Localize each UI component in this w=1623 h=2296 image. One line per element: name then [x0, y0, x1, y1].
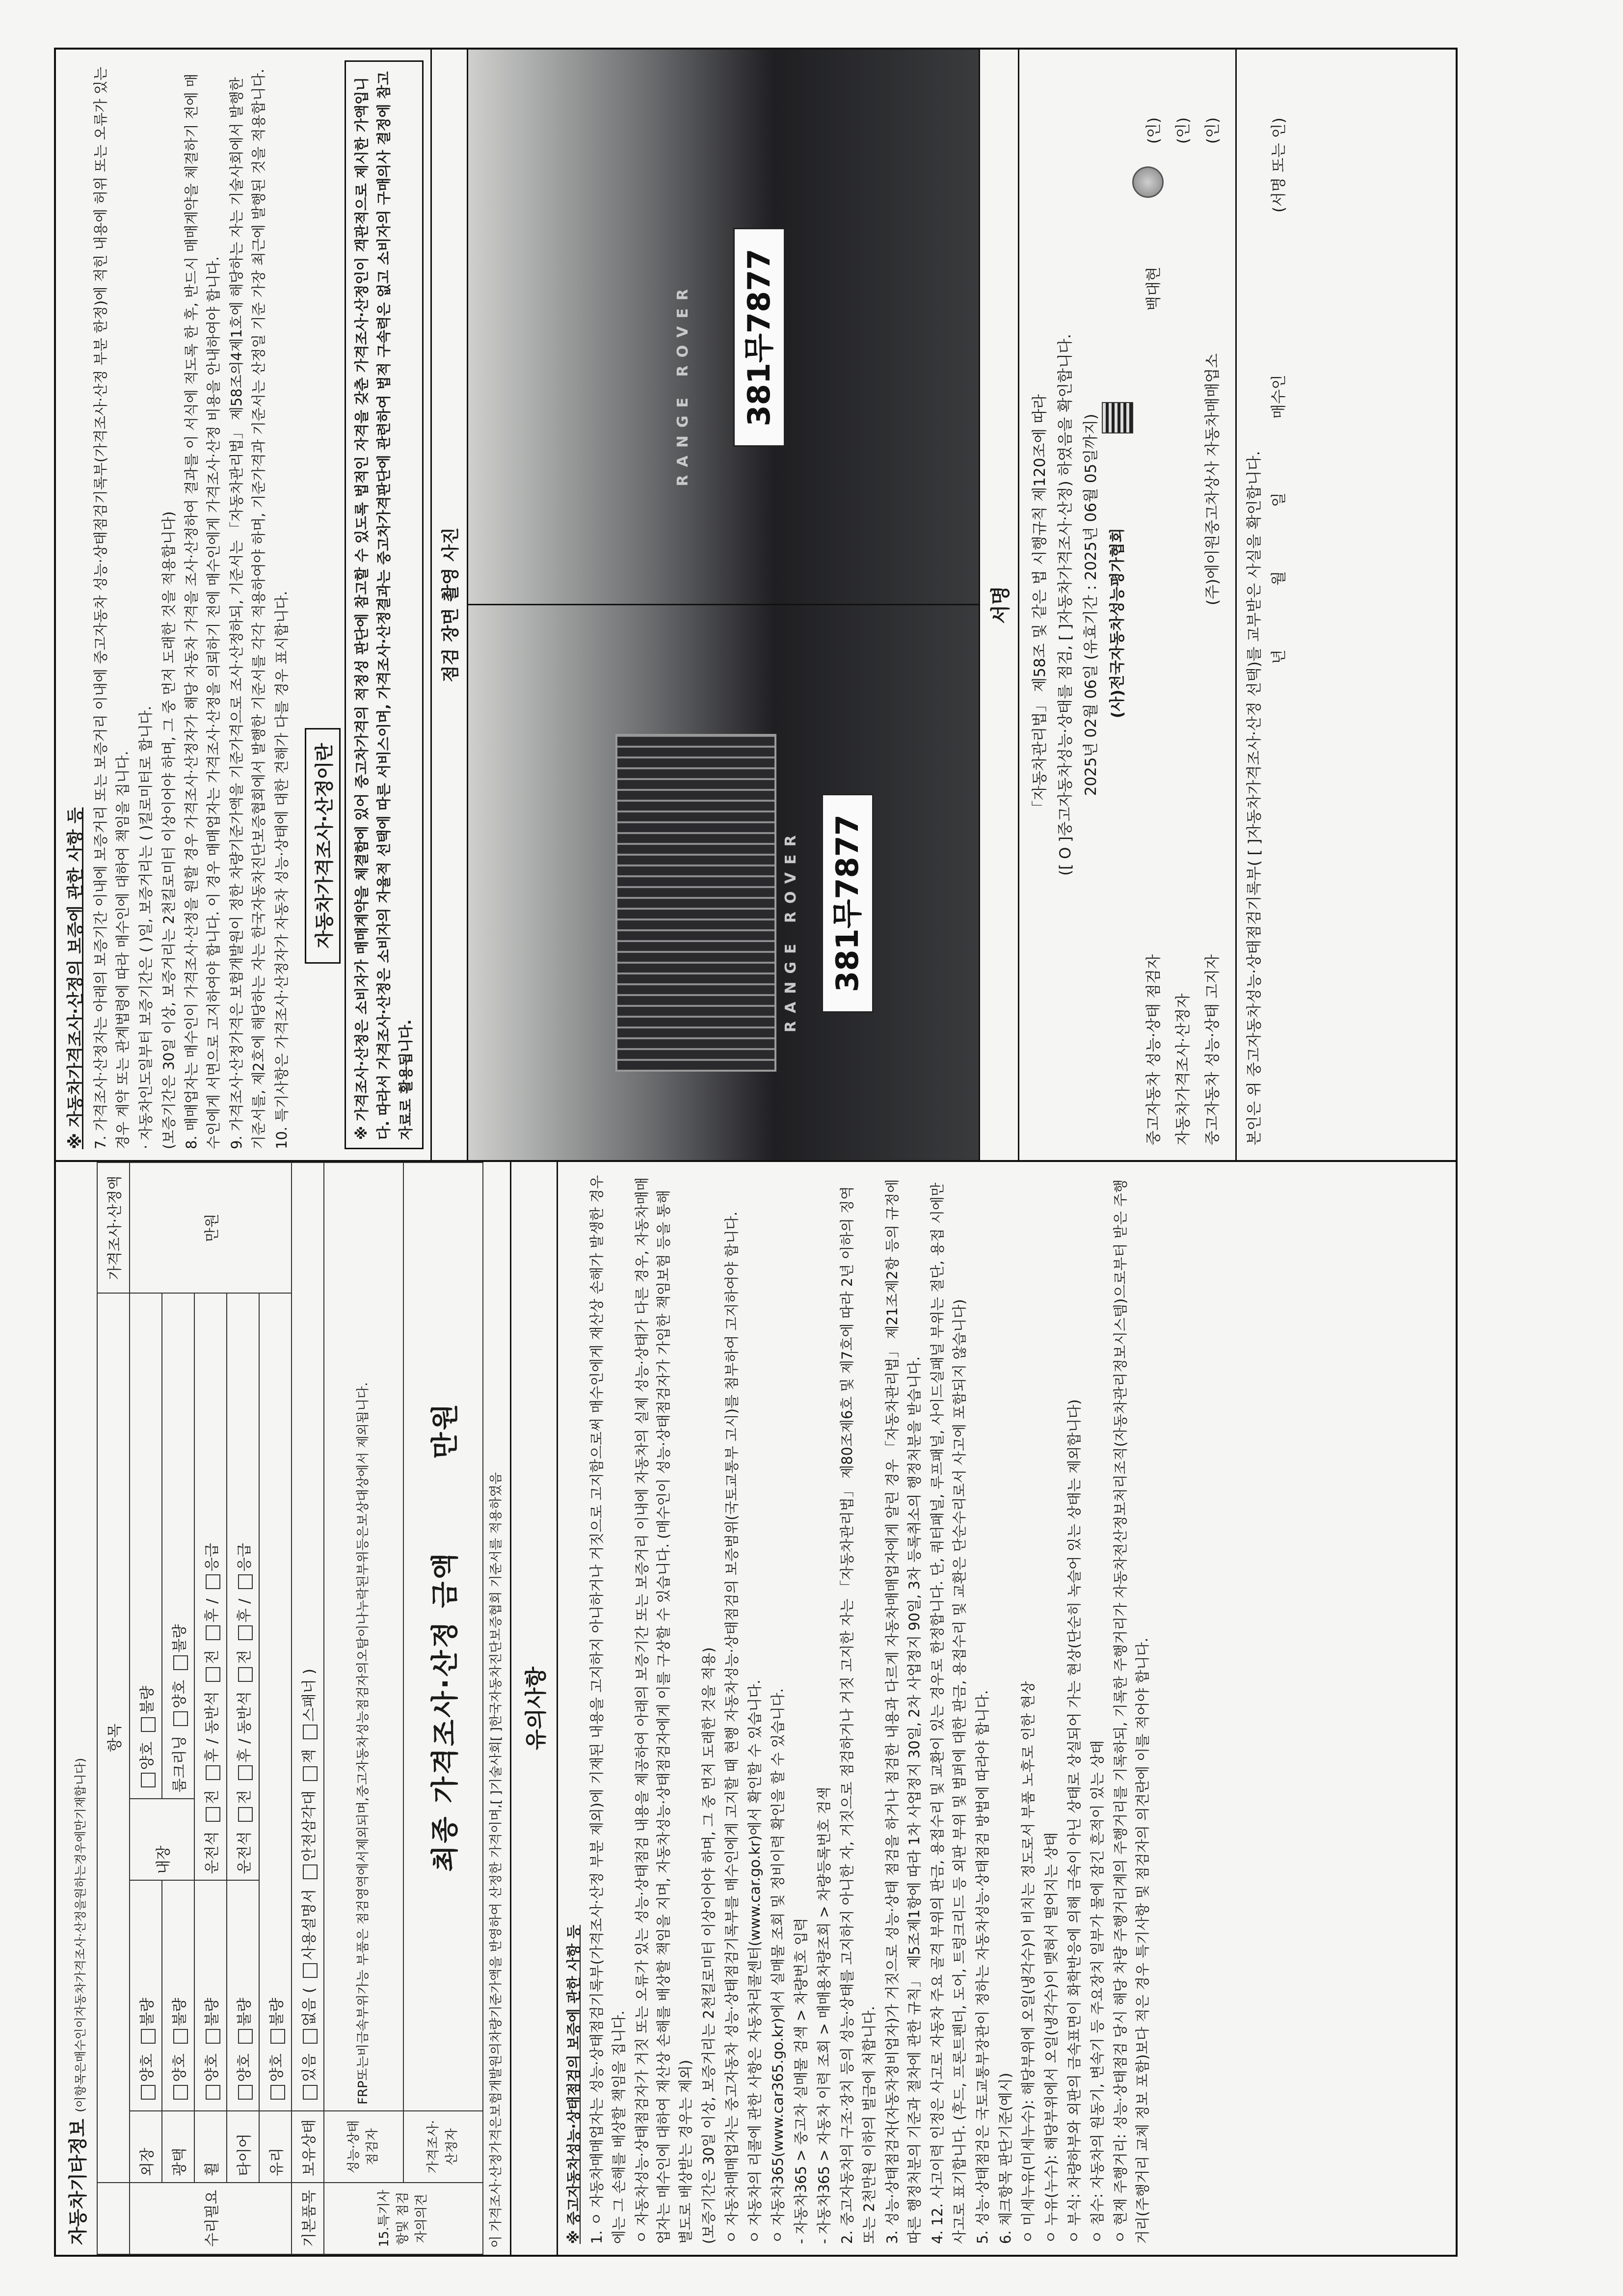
front-label: 전: [236, 1649, 253, 1664]
warranty-item: - 자동차365 > 중고차 실매물 검색 > 차량번호 입력: [793, 1918, 810, 2244]
sign-row-inspector: [1142, 64, 1167, 1145]
front-label: 전: [236, 1790, 253, 1804]
wheel-checks: [194, 1880, 227, 2111]
price-definition-text: ※ 가격조사·산정은 소비자가 매매계약을 체결함에 있어 중고차가격의 적정성 판단에 참고할 수 있도록 법적인 자격을 갖춘 가격조사·산정인이 객관적으로 제시한 가액입니다. 따라서 가격조사·산정은 소비자의 자율적 선택에 따른 서비스이며, 가격조사·산정결과는 중고차가격판단에 관련하여 법적 구속력은 없고 소비자의 구매의사 결정에 참고자료로 활용됩니다.: [345, 60, 424, 1149]
role-price: 자동차가격조사·산정자: [1174, 993, 1192, 1145]
warranty-heading: ※ 중고자동차성능·상태점검의 보증에 관한 사항 등: [565, 1925, 582, 2244]
buyer-confirm: 본인은 위 중고자동차성능·상태점검기록부( [ ]자동차가격조사·산정 선택)를 교부받은 사실을 확인합니다.: [1245, 451, 1263, 1145]
seal-label: (인): [1203, 117, 1222, 144]
checkbox[interactable]: [303, 1725, 318, 1739]
left-column: [56, 1160, 1456, 2255]
price-item: · 자동차인도일부터 보증기간은 ( )일, 보증거리는 ( )킬로미터로 합니다.: [137, 705, 154, 1149]
shine-checks: [162, 1880, 194, 2111]
ext-checks: [130, 1880, 162, 2111]
warranty-item: 4. 12. 사고이력 인정은 사고로 자동차 주요 골격 부위의 판금, 용접수리 및 교환이 있는 경우로 한정합니다. 단, 쿼터패널, 루프패널, 사이드실패널 부위는 절단, 용접 시에만 사고로 표기합니다. (후드, 프론트펜더, 도어, 트렁크리드 등 외판 부위 및 범퍼에 대한 판금, 용접수리 및 교환은 단순수리로서 사고에 포함되지 않습니다): [929, 1182, 968, 2244]
year-label: 년: [1270, 649, 1288, 664]
final-note: 이 가격조사·산정가격은보험개발원의차량기준가액을 반영하여 산정한 가격이며,[ ]기술사회[ ]한국자동차진단보증협회 기준서를 적용하였음: [489, 1472, 504, 2248]
warranty-item: ㅇ 자동차의 리콜에 관한 사항은 자동차리콜센터(www.car.go.kr)에서 확인할 수 있습니다.: [746, 1679, 764, 2244]
holding-label: 보유상태: [292, 2111, 324, 2183]
row-price-checker: 가격조사· 산정자: [403, 2111, 483, 2183]
checkbox[interactable]: [206, 2085, 220, 2100]
checkbox[interactable]: [141, 1773, 156, 1787]
right-column: [56, 50, 1456, 1160]
driver-seat-label: 운전석: [236, 1831, 253, 1874]
checkbox[interactable]: [141, 2085, 156, 2100]
good-label: 양호: [139, 2053, 156, 2082]
warranty-item: ㅇ 현재 주행거리: 성능·상태점검 당시 해당 차량 주행거리계의 주행거리를 기록하되, 기록한 주행거리가 자동차전산정보처리조직(자동차관리정보시스템)으로부터 받은 주행거리(주행거리 교체 정보 포함)보다 적은 경우 특기사항 및 점검자의 의견란에 이를 적어야 합니다.: [1112, 1179, 1151, 2244]
row-basic: 기본품목: [292, 2183, 324, 2254]
price-item: 7. 가격조사·산정자는 아래의 보증기간 이내에 보증거리 또는 보증거리 이내에 중고자동차 성능·상태점검기록부(가격조사·산정 부분 한정)에 적힌 내용에 허위 또는 오류가 있는 경우 계약 또는 관계법령에 따라 매수인에 대하여 책임을 집니다.: [92, 67, 131, 1149]
bad-label: 불량: [171, 1624, 188, 1653]
car-badge: RANGE ROVER: [782, 827, 799, 1032]
room-label: 룸크리닝: [171, 1735, 188, 1793]
checkbox[interactable]: [238, 2085, 253, 2100]
sign-line2: ([ O ]중고자동차성능·상태를 점검, [ ]자동차가격조사·산정) 하였음을 확인합니다.: [1056, 334, 1074, 876]
warranty-item: 1. ㅇ 자동차매매업자는 성능·상태점검기록부(가격조사·산정 부분 제외)에 기재된 내용을 고지하지 아니하거나 거짓으로 고지함으로써 매수인에게 재산상 손해가 발생한 경우에는 그 손해를 배상할 책임을 집니다.: [588, 1175, 627, 2244]
checkbox[interactable]: [303, 2085, 318, 2100]
bad-label: 불량: [204, 1998, 221, 2026]
seal-label: (인): [1144, 117, 1163, 144]
glass-checks: [259, 1293, 292, 2111]
final-price-cell: [403, 1162, 483, 2111]
car-rear-photo: [468, 50, 979, 606]
checkbox[interactable]: [206, 1667, 220, 1682]
license-plate: 381무7877: [733, 228, 785, 447]
bad-label: 불량: [139, 1998, 156, 2026]
warranty-item: - 자동차365 > 자동차 이력 조회 > 매매용차량조회 > 차량등록번호 검색: [816, 1786, 832, 2244]
price-warranty-text: [56, 50, 299, 1160]
checkbox[interactable]: [141, 1717, 156, 1732]
checkbox[interactable]: [206, 1574, 220, 1589]
warranty-item: 5. 성능·상태점검은 국토교통부장관이 정하는 자동차성능·상태점검 방법에 따라야 합니다.: [974, 1690, 991, 2244]
no-label: 없음: [301, 1998, 318, 2026]
car-badge: RANGE ROVER: [674, 281, 692, 486]
month-label: 월: [1270, 571, 1288, 586]
manual-label: 사용설명서: [301, 1889, 318, 1960]
good-label: 양호: [268, 2053, 286, 2082]
checkbox[interactable]: [206, 2029, 220, 2044]
warranty-item: ㅇ 부식: 차량하부와 외판의 금속표면이 화학반응에 의해 금속이 아닌 상태로 상실되어 가는 현상(단순히 녹슬어 있는 상태는 제외합니다): [1066, 1399, 1083, 2244]
wheel-seat-checks: 운전석 전 후 / 동반석 전 후 / 응급: [194, 1293, 227, 1880]
good-label: 양호: [236, 2053, 253, 2082]
sign-org: (사)전국자동차성능평가협회: [1108, 528, 1126, 718]
car-front-photo: [468, 606, 979, 1161]
price-definition-title: 자동차가격조사·산정이란: [305, 728, 341, 964]
document-frame: [54, 48, 1458, 2257]
checkbox[interactable]: [238, 1765, 253, 1780]
checkbox[interactable]: [238, 1625, 253, 1640]
checkbox[interactable]: [206, 1625, 220, 1640]
warranty-item: 2. 중고자동차의 구조·장치 등의 성능·상태를 고지하지 아니한 자, 거짓으로 점검하거나 거짓 고지한 자는 「자동차관리법」 제80조제6호 및 제7호에 따라 2년 이하의 징역 또는 2천만원 이하의 벌금에 처합니다.: [838, 1186, 878, 2244]
good-label: 양호: [204, 2053, 221, 2082]
price-item: 9. 가격조사·산정가격은 보험개발원이 정한 차량기준가액을 기준가격으로 조사·산정하되, 기준서는 「자동차관리법」 제58조의4제1호에 해당하는 자는 기술사회에서 발행한 기준서를, 제2호에 해당하는 자는 한국자동차진단보증협회에서 발행한 기준서를 각각 적용하여야 하며, 기준가격과 기준서는 산정일 기준 가장 최근에 발행된 것을 적용합니다.: [228, 68, 267, 1149]
warranty-text: [558, 1162, 1160, 2255]
holding-checks: 있음 없음 ( 사용설명서 안전삼각대 잭 스패너 ): [292, 1162, 324, 2111]
checkbox[interactable]: [303, 1963, 318, 1978]
sign-row-price: [1171, 64, 1196, 1145]
final-price-title: 최종 가격조사·산정 금액: [429, 1551, 461, 1872]
price-item: (보증기간은 30일 이상, 보증거리는 2천킬로미터 이상이어야 하며, 그 중 먼저 도래한 것을 적용합니다): [160, 511, 177, 1149]
day-label: 일: [1270, 492, 1288, 507]
checkbox[interactable]: [270, 2029, 285, 2044]
warranty-item: 6. 체크항목 판단기준(예시): [997, 2073, 1014, 2244]
front-label: 전: [204, 1649, 221, 1664]
price-item: 8. 매매업자는 매수인이 가격조사·산정을 원할 경우 가격조사·산정자가 해당 자동차 가격을 조사·산정하여 결과를 이 서식에 적도록 한 후, 반드시 매매계약을 체결하기 전에 매수인에게 서면으로 고지하여야 합니다. 이 경우 매매업자는 가격조사·산정을 의뢰하기 전에 매수인에게 가격조사·산정 비용을 안내하여야 합니다.: [183, 73, 222, 1149]
warranty-item: ㅇ 자동차성능·상태점검자가 거짓 또는 오류가 있는 성능·상태점검 내용을 제공하여 아래의 보증기간 또는 보증거리 이내에 자동차의 실제 성능·상태가 다른 경우, 자동차매매업자는 매수인에 대하여 재산상 손해를 배상할 책임을 지며, 자동차성능·상태점검자에게 이를 구상할 수 있습니다. (매수인이 성능·상태점검자가 가입한 책임보험 등을 통해 별도로 배상받는 경우는 제외): [633, 1177, 694, 2244]
col-price: 가격조사·산정액: [97, 1162, 130, 1293]
checkbox[interactable]: [173, 1656, 188, 1671]
checkbox[interactable]: [173, 2029, 188, 2044]
caution-section: [510, 1162, 1160, 2255]
checkbox[interactable]: [238, 2029, 253, 2044]
warranty-item: ㅇ 자동차365(www.car365.go.kr)에서 실매물 조회 및 정비이력 확인을 할 수 있습니다.: [770, 1688, 787, 2244]
tire-checks: [227, 1880, 259, 2111]
checkbox[interactable]: [173, 2085, 188, 2100]
rear-label: 후: [204, 1608, 221, 1623]
checkbox[interactable]: [270, 2085, 285, 2100]
seal-stamp-icon: [1132, 166, 1164, 198]
rear-label: 후: [204, 1748, 221, 1763]
checkbox[interactable]: [173, 1711, 188, 1726]
buyer-label: 매수인: [1270, 375, 1288, 419]
photo-section-title: 점검 장면 촬영 사진: [430, 50, 468, 1160]
row-opinion: 15.특기사항및 점검자의의견: [324, 2183, 483, 2254]
checkbox[interactable]: [303, 1864, 318, 1879]
warranty-item: ㅇ 미세누유(미세누수): 해당부위에 오일(냉각수)이 비치는 정도로서 부품 노후로 인한 현상: [1020, 1681, 1037, 2244]
sign-area: [1019, 50, 1310, 1160]
col-item: 항목: [97, 1293, 130, 2183]
int-checks: [130, 1293, 162, 1799]
other-info-note: (이항목은매수인이자동차가격조사·산정을원하는경우에만기재합니다): [74, 1757, 87, 2112]
passenger-seat-label: 동반석: [236, 1691, 253, 1734]
warranty-item: ㅇ 자동차매매업자는 중고자동차 성능·상태점검기록부를 매수인에게 고지할 때 현행 자동차성능·상태점검의 보증범위(국토교통부 고시)를 첨부하여 고지하여야 합니다.: [723, 1211, 741, 2244]
checkbox[interactable]: [238, 1807, 253, 1822]
caution-title: 유의사항: [511, 1162, 558, 2255]
price-warranty-heading: ※ 자동차가격조사·산정의 보증에 관한 사항 등: [66, 807, 85, 1149]
buyer-sign-label[interactable]: (서명 또는 인): [1270, 117, 1288, 213]
rear-label: 후: [236, 1608, 253, 1623]
row-repair: 수리필요: [130, 2183, 292, 2254]
warranty-item: ㅇ 침수: 자동차의 원동기, 변속기 등 주요장치 일부가 물에 잠긴 흔적이 있는 상태: [1089, 1740, 1106, 2244]
price-item: 10. 특기사항은 가격조사·산정자가 자동차 성능·상태에 대한 견해가 다를 경우 표시합니다.: [273, 591, 291, 1149]
emergency-label: 응급: [204, 1543, 221, 1572]
other-info-title: 자동차기타정보: [67, 2119, 89, 2245]
checkbox[interactable]: [303, 2029, 318, 2044]
checkbox[interactable]: [206, 1807, 220, 1822]
wheel-label: 휠: [194, 2111, 227, 2183]
passenger-seat-label: 동반석: [204, 1691, 221, 1734]
yes-label: 있음: [301, 2053, 318, 2082]
rear-label: 후: [236, 1748, 253, 1763]
checkbox[interactable]: [206, 1765, 220, 1780]
inspector-name: 백대현: [1144, 267, 1163, 311]
other-info-heading: [56, 1162, 97, 2255]
checkbox[interactable]: [238, 1574, 253, 1589]
frp-note: FRP또는비금속부위가능 부품은 점검영역에서제외되며,중고자동차성능점검자의오탐이나누락된부위등은보상대상에서 제외됩니다.: [324, 1162, 403, 2111]
bad-label: 불량: [236, 1998, 253, 2026]
license-plate: 381무7877: [822, 794, 874, 1013]
price-unit: 만원: [130, 1162, 292, 1293]
good-label: 양호: [171, 1680, 188, 1709]
sign-law: 「자동차관리법」 제58조 및 같은 법 시행규칙 제120조에 따라: [1031, 394, 1049, 816]
inspection-photos: [468, 50, 980, 1160]
sign-row-dealer: [1201, 64, 1225, 1145]
bad-label: 불량: [139, 1686, 156, 1714]
sign-title: 서명: [980, 50, 1019, 1160]
jack-label: 잭: [301, 1749, 318, 1763]
warranty-item: 3. 성능·상태점검자(자동차정비업자)가 거짓으로 성능·상태 점검을 하거나 점검한 내용과 다르게 자동차매매업자에게 알린 경우 「자동차관리법」 제21조제2항 등의 규정에 따른 행정처분의 기준과 절차에 관한 규칙」 제5조제1항에 따라 1차 사업정지 30일, 2차 사업정지 90일, 3차 등록취소의 행정처분을 받습니다.: [883, 1179, 923, 2244]
warranty-item: ㅇ 누유(누수): 해당부위에서 오일(냉각수)이 맺혀서 떨어지는 상태: [1043, 1832, 1060, 2244]
final-price-unit: 만원: [429, 1402, 461, 1459]
checkbox[interactable]: [303, 1766, 318, 1781]
front-label: 전: [204, 1790, 221, 1804]
grille-graphic: [615, 734, 776, 1072]
seal-label: (인): [1174, 117, 1192, 144]
bad-label: 불량: [268, 1998, 286, 2026]
row-inspector: 성능·상태 점검자: [324, 2111, 403, 2183]
checkbox[interactable]: [141, 2029, 156, 2044]
other-info-table: [97, 1162, 483, 2255]
sign-date: 2025년 02월 06일 (유효기간 : 2025년 06월 05일까지): [1082, 413, 1100, 796]
bad-label: 불량: [171, 1998, 188, 2026]
tire-seat-checks: 운전석 전 후 / 동반석 전 후 / 응급: [227, 1293, 259, 1880]
glass-label: 유리: [259, 2111, 292, 2183]
tire-label: 타이어: [227, 2111, 259, 2183]
good-label: 양호: [139, 1741, 156, 1770]
checkbox[interactable]: [238, 1667, 253, 1682]
role-dealer: 중고자동차 성능·상태 고지자: [1203, 954, 1222, 1145]
room-checks: [162, 1293, 194, 1799]
qr-code-icon: [1102, 402, 1133, 433]
ext-label: 외장: [130, 2111, 162, 2183]
driver-seat-label: 운전석: [204, 1831, 221, 1874]
shine-label: 광택: [162, 2111, 194, 2183]
emergency-label: 응급: [236, 1543, 253, 1572]
triangle-label: 안전삼각대: [301, 1790, 318, 1862]
int-label: 내장: [130, 1799, 194, 1880]
warranty-item: (보증기간은 30일 이상, 보증거리는 2천킬로미터 이상이어야 하며, 그 중 먼저 도래한 것을 적용): [700, 1647, 718, 2244]
dealer-name: (주)에이원중고차상사 자동차매매업소: [1203, 353, 1222, 605]
good-label: 양호: [171, 2053, 188, 2082]
spanner-label: 스패너: [301, 1679, 318, 1722]
role-inspector: 중고자동차 성능·상태 점검자: [1144, 954, 1163, 1145]
